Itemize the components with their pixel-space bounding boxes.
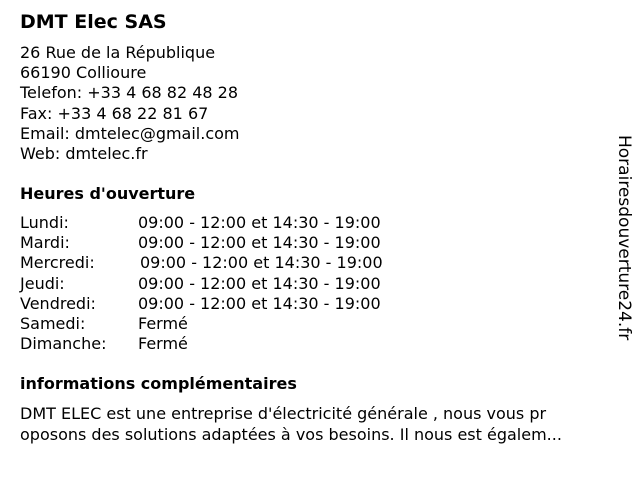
day-label: Vendredi: [20, 293, 96, 313]
time-value: 09:00 - 12:00 et 14:30 - 19:00 [138, 273, 381, 293]
day-label: Samedi: [20, 313, 86, 333]
website: Web: dmtelec.fr [20, 144, 148, 164]
opening-hours-heading: Heures d'ouverture [20, 184, 196, 203]
day-label: Jeudi: [20, 273, 65, 293]
time-value: 09:00 - 12:00 et 14:30 - 19:00 [138, 213, 381, 232]
site-watermark: Horairesdouverture24.fr [614, 135, 634, 341]
time-value: Fermé [138, 334, 188, 354]
additional-info-text [20, 403, 620, 445]
time-value: 09:00 - 12:00 et 14:30 - 19:00 [138, 233, 381, 253]
business-name: DMT Elec SAS [20, 11, 167, 33]
fax-number: Fax: +33 4 68 22 81 67 [20, 103, 209, 123]
time-value: 09:00 - 12:00 et 14:30 - 19:00 [138, 293, 381, 313]
city-postcode: 66190 Collioure [20, 63, 147, 83]
info-line: oposons des solutions adaptées à vos besoins. Il nous est égalem... [20, 425, 562, 444]
email-address: Email: dmtelec@gmail.com [20, 123, 240, 143]
time-value: 09:00 - 12:00 et 14:30 - 19:00 [140, 253, 383, 273]
additional-info-heading: informations complémentaires [20, 374, 297, 393]
time-value: Fermé [138, 313, 188, 333]
info-line: DMT ELEC est une entreprise d'électricité générale , nous vous pr [20, 404, 547, 423]
phone-number: Telefon: +33 4 68 82 48 28 [20, 83, 239, 103]
day-label: Lundi: [20, 213, 69, 232]
day-label: Mercredi: [20, 253, 95, 273]
day-label: Mardi: [20, 233, 70, 253]
street-address: 26 Rue de la République [20, 43, 216, 62]
contact-details [20, 43, 240, 164]
day-label: Dimanche: [20, 334, 107, 354]
